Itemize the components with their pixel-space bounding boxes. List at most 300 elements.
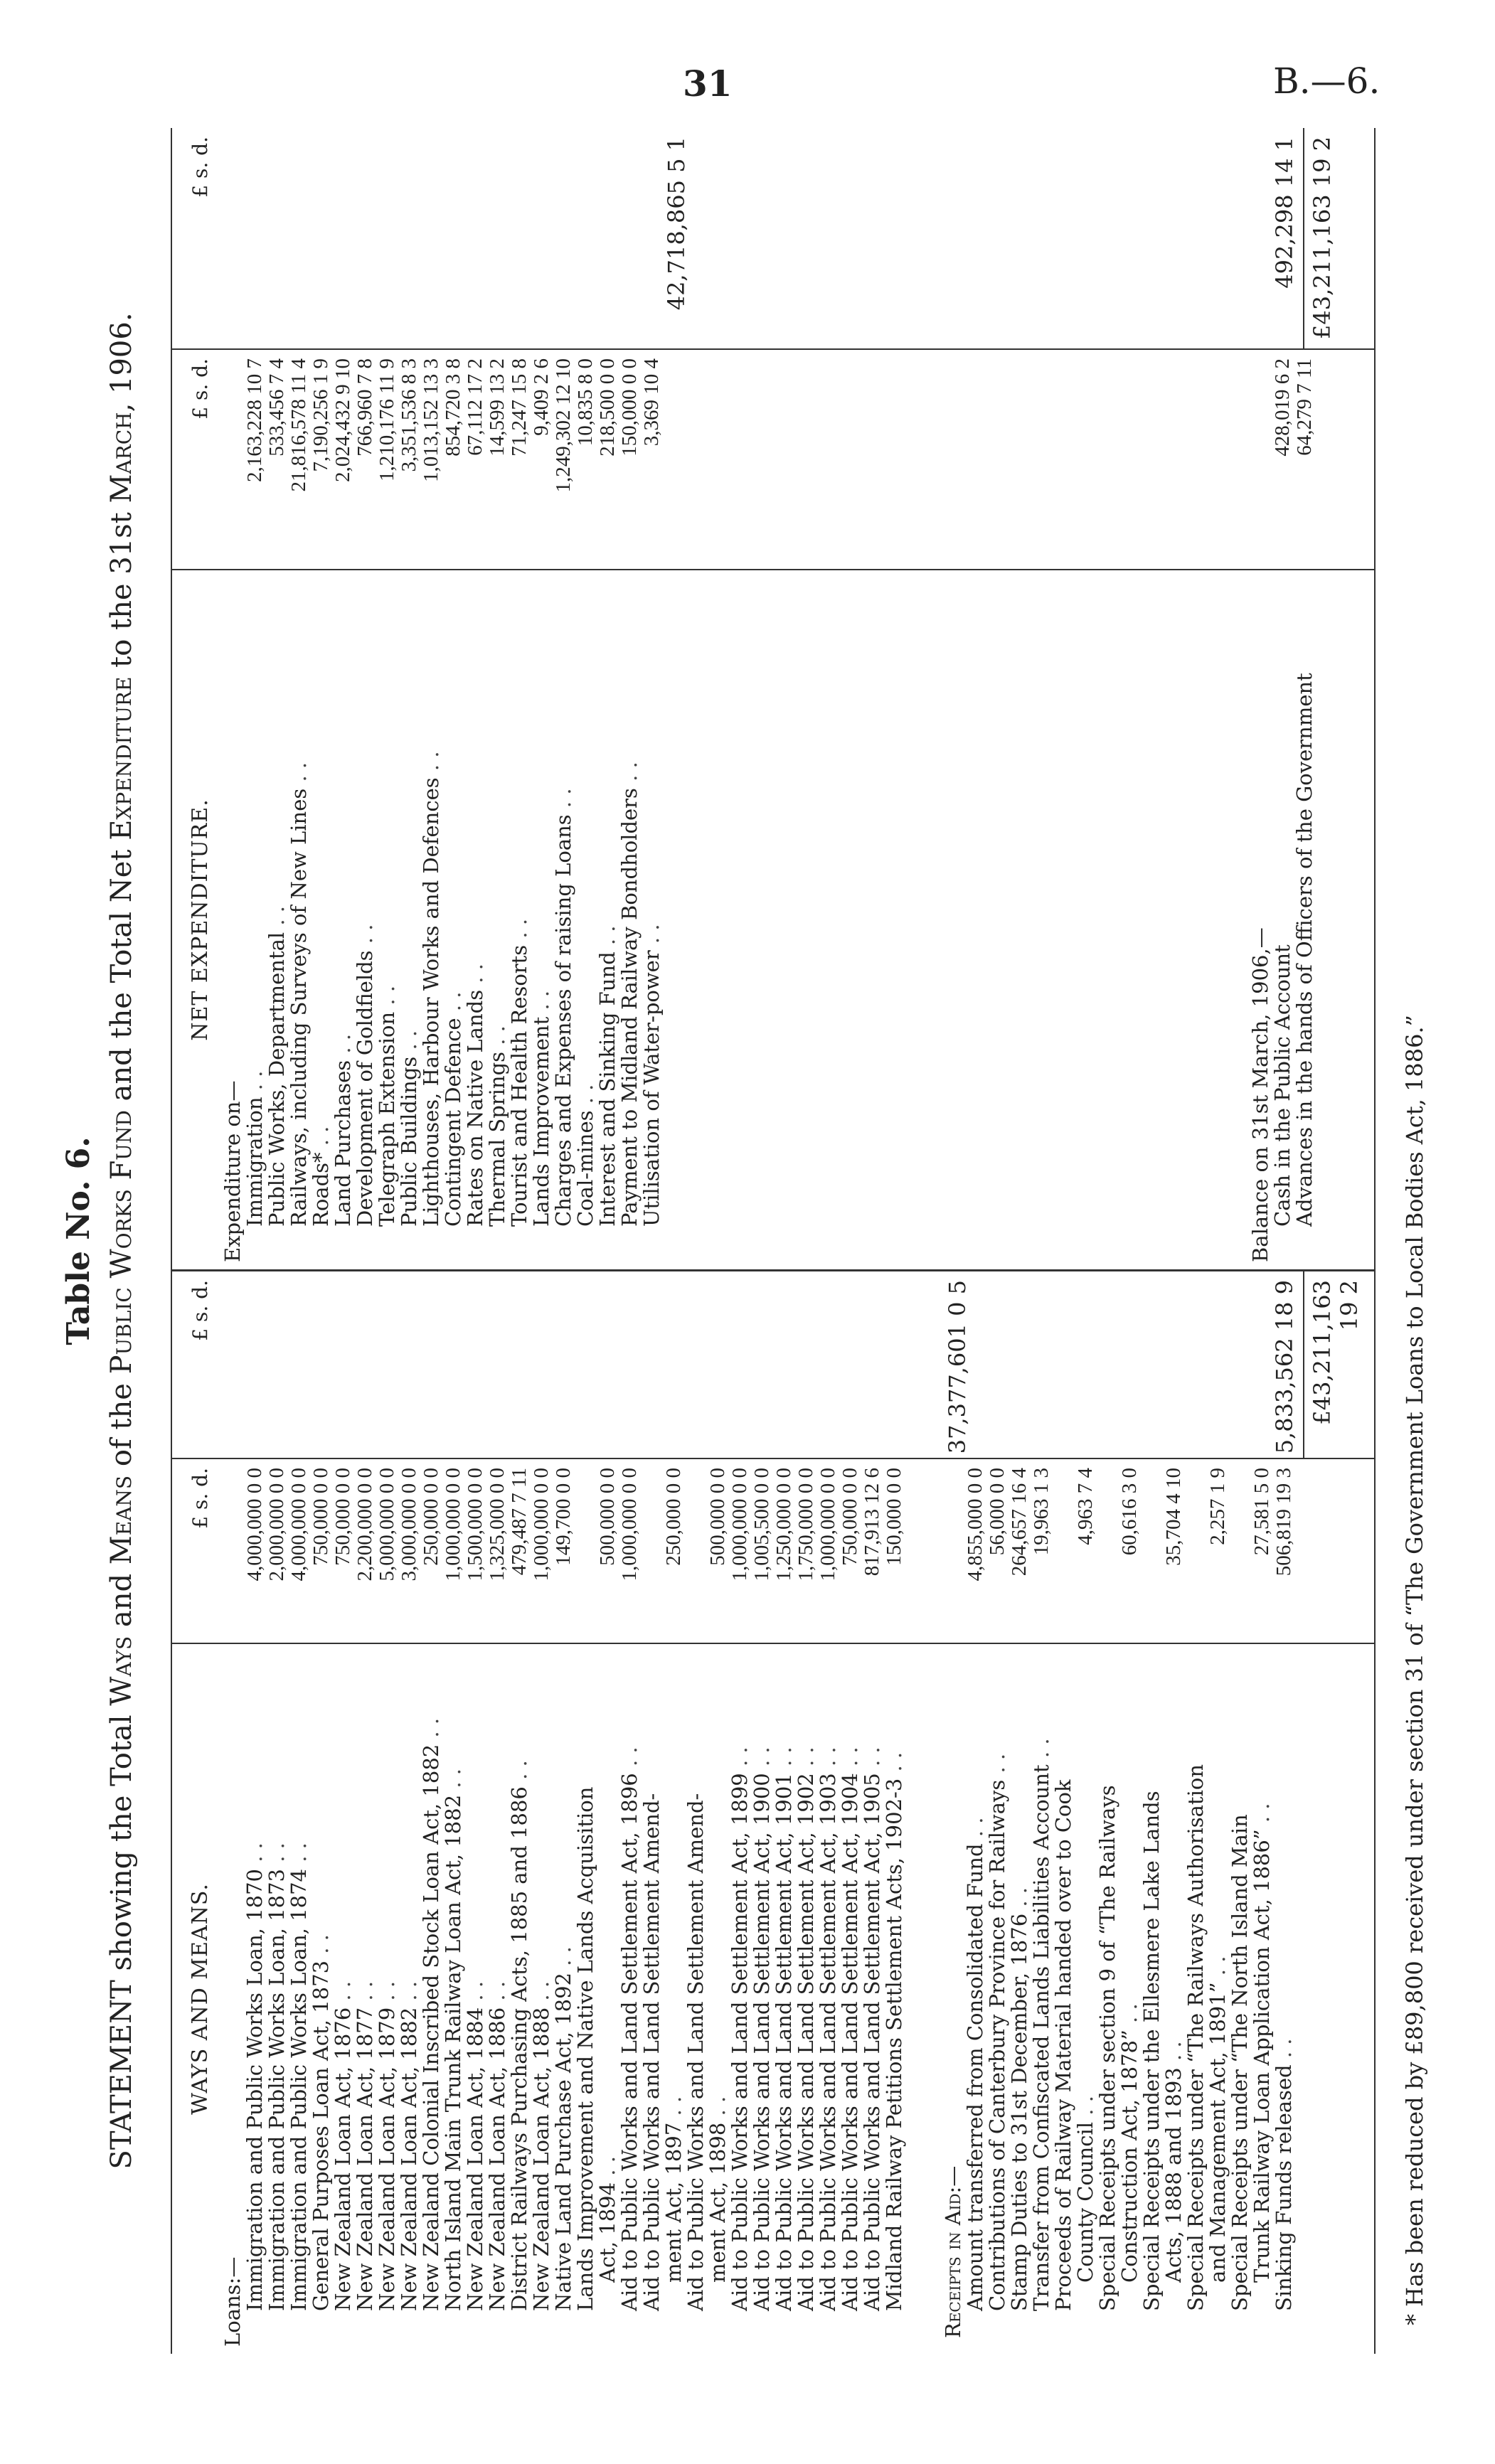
line-text: Aid to Public Works and Land Settlement Act, 1904 xyxy=(838,1773,862,2311)
leader-dots: . . xyxy=(661,2096,686,2123)
title-text: and the Total Net xyxy=(105,840,138,1111)
leader-dots: . . xyxy=(529,990,553,1017)
page-reference: B.—6. xyxy=(1273,60,1380,102)
line-text: Lands Improvement and Native Lands Acquisition xyxy=(573,1786,597,2311)
balance-labels xyxy=(1272,570,1316,1269)
line-amount: 250,000 0 0 xyxy=(662,1468,685,1566)
line-amount xyxy=(575,1459,597,1643)
line-amount: 750,000 0 0 xyxy=(309,1468,332,1566)
line-label xyxy=(486,570,509,1269)
receipt-labels xyxy=(964,1644,1295,2354)
line-text: New Zealand Loan Act, 1876 xyxy=(331,2007,355,2311)
leader-dots: . . xyxy=(1272,2038,1296,2065)
line-label xyxy=(553,570,575,1269)
line-label xyxy=(486,1644,509,2354)
line-label xyxy=(310,1644,332,2354)
line-amount: 35,704 4 10 xyxy=(1162,1468,1185,1566)
line-amount: 9,409 2 6 xyxy=(530,358,553,436)
expenditure-total: 42,718,865 5 1 xyxy=(663,137,690,311)
line-label xyxy=(1251,1644,1273,2354)
line-amount: 218,500 0 0 xyxy=(596,358,619,457)
leader-dots: . . xyxy=(595,925,619,952)
line-text: Special Receipts under “The Railways Authorisation xyxy=(1183,1764,1208,2311)
line-amount: 1,750,000 0 0 xyxy=(794,1468,817,1582)
line-amount: 1,500,000 0 0 xyxy=(464,1468,486,1582)
line-label xyxy=(861,1644,883,2354)
line-label xyxy=(663,1644,685,2354)
loans-total: 37,377,601 0 5 xyxy=(944,1280,971,1454)
statement-table xyxy=(171,128,1376,2354)
currency-heading: £ s. d. xyxy=(188,1280,212,1341)
ways-means-amounts xyxy=(172,1458,1374,1643)
line-amount xyxy=(1053,1459,1075,1643)
line-text: Aid to Public Works and Land Settlement Act, 1902 xyxy=(794,1773,818,2311)
line-amount: 1,000,000 0 0 xyxy=(442,1468,464,1582)
title-text: March xyxy=(105,412,138,503)
line-amount: 3,000,000 0 0 xyxy=(398,1468,420,1582)
line-text: County Council xyxy=(1073,2121,1097,2283)
leader-dots: . . xyxy=(816,1746,840,1774)
leader-dots: . . xyxy=(617,1746,642,1774)
leader-dots: . . xyxy=(706,2096,730,2123)
line-label xyxy=(883,1644,905,2354)
leader-dots: . . xyxy=(397,1030,421,1057)
line-amount: 2,200,000 0 0 xyxy=(353,1468,376,1582)
loan-amounts xyxy=(244,1459,905,1643)
line-amount: 533,456 7 4 xyxy=(265,358,288,457)
line-amount xyxy=(1097,1459,1119,1643)
leader-dots: . . xyxy=(1073,2096,1097,2122)
line-label xyxy=(773,1644,795,2354)
balance-amounts xyxy=(1272,350,1316,569)
line-text: Amount transferred from Consolidated Fund xyxy=(963,1843,987,2311)
line-amount: 1,000,000 0 0 xyxy=(530,1468,553,1582)
leader-dots: . . xyxy=(375,1980,399,2007)
table-number: Table No. 6. xyxy=(60,1136,97,1345)
line-amount: 250,000 0 0 xyxy=(420,1468,442,1566)
line-text: Aid to Public Works and Land Settlement Act, 1900 xyxy=(750,1773,774,2311)
line-text: New Zealand Loan Act, 1879 xyxy=(375,2007,399,2311)
leader-dots: . . xyxy=(529,1980,553,2007)
line-amount xyxy=(685,1459,707,1643)
line-label xyxy=(729,1644,751,2354)
line-amount: 71,247 15 8 xyxy=(508,358,531,457)
line-text: New Zealand Loan Act, 1886 xyxy=(485,2007,509,2311)
line-amount: 4,000,000 0 0 xyxy=(287,1468,310,1582)
line-text: Immigration and Public Works Loan, 1873 xyxy=(265,1869,289,2311)
leader-dots: . . xyxy=(309,1126,333,1153)
leader-dots: . . xyxy=(750,1746,774,1774)
line-label xyxy=(619,1644,641,2354)
spacer xyxy=(222,350,244,569)
leader-dots: . . xyxy=(287,1842,311,1869)
line-amount: 21,816,578 11 4 xyxy=(287,358,310,492)
rotated-table-page xyxy=(60,128,1428,2354)
leader-dots: . . xyxy=(963,1817,987,1844)
receipt-amounts xyxy=(964,1459,1295,1643)
line-text: District Railways Purchasing Acts, 1885 and 1886 xyxy=(507,1786,531,2311)
line-text: Sinking Funds released xyxy=(1272,2064,1296,2311)
line-text: Contributions of Canterbury Province for Railways xyxy=(985,1779,1009,2311)
leader-dots: . . xyxy=(265,905,289,932)
line-label xyxy=(597,1644,619,2354)
line-amount: 1,000,000 0 0 xyxy=(618,1468,641,1582)
currency-heading: £ s. d. xyxy=(188,358,212,420)
leader-dots: . . xyxy=(331,1033,355,1060)
line-label xyxy=(398,1644,420,2354)
line-label xyxy=(619,570,641,1269)
line-amount: 2,257 1 9 xyxy=(1206,1468,1229,1545)
line-amount xyxy=(1141,1459,1163,1643)
line-amount: 500,000 0 0 xyxy=(596,1468,619,1566)
leader-dots: . . xyxy=(1161,2041,1186,2068)
title-text: Public Works Fund xyxy=(105,1110,138,1375)
line-amount: 750,000 0 0 xyxy=(331,1468,354,1566)
leader-dots: . . xyxy=(882,1751,906,1778)
line-text: Proceeds of Railway Material handed over to Cook xyxy=(1051,1779,1075,2311)
line-label xyxy=(707,1644,729,2354)
leader-dots: . . xyxy=(243,1842,267,1869)
line-text: Payment to Midland Railway Bondholders xyxy=(617,788,642,1227)
line-text: Telegraph Extension xyxy=(375,1011,399,1227)
receipts-label: Receipts in Aid:— xyxy=(941,2165,965,2338)
line-label xyxy=(1273,1644,1295,2354)
line-text: Aid to Public Works and Land Settlement Act, 1896 xyxy=(617,1773,642,2311)
net-expenditure-amounts xyxy=(172,348,1374,569)
line-text: General Purposes Loan Act, 1873 xyxy=(309,1960,333,2311)
page-number: 31 xyxy=(683,63,733,105)
line-amount: 4,000,000 0 0 xyxy=(243,1468,266,1582)
line-text: New Zealand Loan Act, 1884 xyxy=(463,2007,487,2311)
title-text: Ways xyxy=(105,1636,138,1706)
line-label xyxy=(575,1644,597,2354)
spacer xyxy=(222,1459,244,1643)
expenditure-amounts xyxy=(244,350,663,569)
line-amount: 1,005,500 0 0 xyxy=(750,1468,773,1582)
leader-dots: . . xyxy=(1250,1803,1274,1830)
line-text: Aid to Public Works and Land Settlement Act, 1901 xyxy=(772,1773,796,2311)
leader-dots: . . xyxy=(507,918,531,945)
line-label xyxy=(1097,1644,1119,2354)
currency-heading: £ s. d. xyxy=(188,1468,212,1529)
line-label xyxy=(1141,1644,1163,2354)
spacer xyxy=(905,1644,942,2354)
line-label xyxy=(597,570,619,1269)
line-label xyxy=(288,1644,310,2354)
line-amount: 4,963 7 4 xyxy=(1074,1468,1097,1545)
expenditure-on-label: Expenditure on— xyxy=(220,1080,245,1262)
line-text: Coal-mines xyxy=(573,1110,597,1227)
line-text: Aid to Public Works and Land Settlement Amend- xyxy=(683,1793,708,2311)
line-text: Rates on Native Lands xyxy=(463,989,487,1227)
line-amount: 2,163,228 10 7 xyxy=(243,358,266,482)
net-expenditure-grand-total: £43,211,163 19 2 xyxy=(1303,128,1336,348)
line-label xyxy=(509,1644,531,2354)
line-label xyxy=(1229,1644,1251,2354)
line-label xyxy=(332,570,354,1269)
leader-dots: . . xyxy=(353,924,377,951)
line-text: Aid to Public Works and Land Settlement Act, 1905 xyxy=(860,1773,884,2311)
line-amount: 7,190,256 1 9 xyxy=(309,358,332,472)
ways-means-totals xyxy=(172,1269,1374,1458)
line-label xyxy=(420,570,442,1269)
ways-means-heading: WAYS AND MEANS. xyxy=(188,1883,213,2115)
line-amount: 1,250,000 0 0 xyxy=(772,1468,795,1582)
line-amount: 750,000 0 0 xyxy=(839,1468,861,1566)
leader-dots: . . xyxy=(639,924,664,951)
leader-dots: . . xyxy=(485,1025,509,1052)
line-amount: 2,000,000 0 0 xyxy=(265,1468,288,1582)
line-text: Transfer from Confiscated Lands Liabilities Account xyxy=(1029,1764,1053,2311)
balance-label: Balance on 31st March, 1906,— xyxy=(1248,927,1272,1262)
line-text: Special Receipts under “The North Island Main xyxy=(1228,1814,1252,2311)
loan-labels xyxy=(244,1644,905,2354)
title-text: Expenditure xyxy=(105,676,138,841)
line-amount: 854,720 3 8 xyxy=(442,358,464,457)
line-label xyxy=(1119,1644,1141,2354)
line-text: Acts, 1888 and 1893 xyxy=(1161,2067,1186,2283)
line-label xyxy=(1272,570,1294,1269)
line-amount: 14,599 13 2 xyxy=(486,358,509,457)
line-amount: 428,019 6 2 xyxy=(1271,358,1294,457)
line-label xyxy=(817,1644,839,2354)
line-label xyxy=(266,570,288,1269)
line-text: Aid to Public Works and Land Settlement Act, 1903 xyxy=(816,1773,840,2311)
line-text: Thermal Springs xyxy=(485,1051,509,1227)
line-amount xyxy=(1185,1459,1207,1643)
line-label xyxy=(354,1644,376,2354)
line-amount: 67,112 17 2 xyxy=(464,358,486,456)
line-amount: 264,657 16 4 xyxy=(1008,1468,1031,1577)
line-label xyxy=(531,570,553,1269)
line-amount: 766,960 7 8 xyxy=(353,358,376,457)
line-label xyxy=(332,1644,354,2354)
leader-dots: . . xyxy=(485,1980,509,2007)
line-text: Land Purchases xyxy=(331,1060,355,1227)
line-amount: 5,000,000 0 0 xyxy=(376,1468,398,1582)
line-amount: 1,000,000 0 0 xyxy=(728,1468,751,1582)
line-text: Act, 1894 xyxy=(595,2182,619,2283)
line-text: ment Act, 1898 xyxy=(706,2122,730,2283)
line-amount: 60,616 3 0 xyxy=(1118,1468,1141,1556)
line-label xyxy=(266,1644,288,2354)
line-label xyxy=(641,1644,663,2354)
ways-means-grand-total: £43,211,163 19 2 xyxy=(1303,1271,1363,1458)
currency-heading: £ s. d. xyxy=(188,137,212,198)
line-text: Public Works, Departmental xyxy=(265,932,289,1227)
leader-dots: . . xyxy=(397,1980,421,2007)
line-label xyxy=(509,570,531,1269)
line-amount: 817,913 12 6 xyxy=(861,1468,883,1577)
line-label xyxy=(398,570,420,1269)
line-text: Immigration xyxy=(243,1097,267,1227)
line-label xyxy=(464,1644,486,2354)
line-text: Utilisation of Water-power xyxy=(639,950,664,1227)
line-amount: 2,024,432 9 10 xyxy=(331,358,354,482)
line-label xyxy=(641,570,663,1269)
leader-dots: . . xyxy=(419,751,443,778)
line-text: North Island Main Trunk Railway Loan Act, 1882 xyxy=(441,1794,465,2311)
line-text: Contingent Defence xyxy=(441,1018,465,1227)
leader-dots: . . xyxy=(617,762,642,789)
line-amount: 1,210,176 11 9 xyxy=(376,358,398,481)
line-text: ment Act, 1897 xyxy=(661,2122,686,2283)
line-amount: 150,000 0 0 xyxy=(883,1468,905,1566)
line-amount: 149,700 0 0 xyxy=(552,1468,575,1566)
line-label xyxy=(1207,1644,1229,2354)
line-amount: 56,000 0 0 xyxy=(986,1468,1009,1556)
line-label xyxy=(1163,1644,1185,2354)
leader-dots: . . xyxy=(1029,1738,1053,1765)
line-label xyxy=(244,1644,266,2354)
line-label xyxy=(1009,1644,1031,2354)
line-label xyxy=(839,1644,861,2354)
net-expenditure-totals xyxy=(172,128,1374,348)
line-amount: 64,279 7 11 xyxy=(1293,358,1316,456)
loans-label: Loans:— xyxy=(220,2256,245,2347)
line-amount: 506,819 19 3 xyxy=(1272,1468,1295,1577)
leader-dots: . . xyxy=(287,762,311,789)
leader-dots: . . xyxy=(243,1070,267,1097)
line-text: Railways, including Surveys of New Lines xyxy=(287,788,311,1227)
leader-dots: . . xyxy=(794,1746,818,1774)
line-text: New Zealand Loan Act, 1888 xyxy=(529,2007,553,2311)
leader-dots: . . xyxy=(772,1746,796,1774)
line-text: New Zealand Loan Act, 1877 xyxy=(353,2007,377,2311)
line-label xyxy=(685,1644,707,2354)
line-label xyxy=(1053,1644,1075,2354)
leader-dots: . . xyxy=(551,1946,575,1973)
title-text: Means xyxy=(105,1475,138,1565)
line-label xyxy=(986,1644,1009,2354)
line-text: Stamp Duties to 31st December, 1876 xyxy=(1007,1913,1031,2311)
receipts-total: 5,833,562 18 9 xyxy=(1271,1280,1298,1454)
leader-dots: . . xyxy=(441,991,465,1018)
line-amount: 4,855,000 0 0 xyxy=(964,1468,986,1582)
line-amount: 3,369 10 4 xyxy=(640,358,663,447)
line-label xyxy=(1075,1644,1097,2354)
leader-dots: . . xyxy=(419,1717,443,1744)
line-amount xyxy=(641,1459,663,1643)
ways-means-labels xyxy=(172,1643,1374,2354)
table-title xyxy=(105,128,138,2354)
line-text: Midland Railway Petitions Settlement Acts, 1902-3 xyxy=(882,1778,906,2311)
line-text: Lands Improvement xyxy=(529,1016,553,1227)
line-amount: 1,249,302 12 10 xyxy=(552,358,575,493)
line-text: Aid to Public Works and Land Settlement Amend- xyxy=(639,1793,664,2311)
line-text: Public Buildings xyxy=(397,1056,421,1227)
leader-dots: . . xyxy=(331,1980,355,2007)
line-text: Tourist and Health Resorts xyxy=(507,944,531,1227)
leader-dots: . . xyxy=(551,788,575,815)
line-amount: 10,835 8 0 xyxy=(574,358,597,447)
line-label xyxy=(1185,1644,1207,2354)
line-label xyxy=(553,1644,575,2354)
spacer xyxy=(905,1459,942,1643)
line-amount xyxy=(1229,1459,1251,1643)
line-text: Roads* xyxy=(309,1152,333,1227)
line-label xyxy=(376,570,398,1269)
line-text: Lighthouses, Harbour Works and Defences xyxy=(419,777,443,1227)
line-text: New Zealand Colonial Inscribed Stock Loan Act, 1882 xyxy=(419,1744,443,2311)
line-text: Development of Goldfields xyxy=(353,950,377,1227)
line-text: Native Land Purchase Act, 1892 xyxy=(551,1973,575,2311)
footnote: * Has been reduced by £89,800 received under section 31 of “The Government Loans to Local Bodies Act, 1886.” xyxy=(1401,1014,1428,2325)
line-label xyxy=(1031,1644,1053,2354)
leader-dots: . . xyxy=(309,1934,333,1961)
title-text: STATEMENT showing the Total xyxy=(105,1705,138,2170)
leader-dots: . . xyxy=(595,2156,619,2182)
leader-dots: . . xyxy=(441,1768,465,1795)
line-amount: 19,963 1 3 xyxy=(1030,1468,1053,1556)
line-amount: 500,000 0 0 xyxy=(706,1468,729,1566)
line-label xyxy=(420,1644,442,2354)
line-text: Charges and Expenses of raising Loans xyxy=(551,814,575,1227)
line-amount: 1,000,000 0 0 xyxy=(816,1468,839,1582)
expenditure-labels xyxy=(244,570,663,1269)
leader-dots: . . xyxy=(573,1084,597,1111)
net-expenditure-labels xyxy=(172,569,1374,1269)
line-text: Interest and Sinking Fund xyxy=(595,951,619,1227)
leader-dots: . . xyxy=(463,964,487,990)
line-amount: 27,581 5 0 xyxy=(1250,1468,1273,1556)
leader-dots: . . xyxy=(1206,1956,1230,1983)
line-label xyxy=(531,1644,553,2354)
line-label xyxy=(288,570,310,1269)
line-label xyxy=(964,1644,986,2354)
line-label xyxy=(244,570,266,1269)
line-text: Construction Act, 1878” xyxy=(1117,2030,1142,2283)
leader-dots: . . xyxy=(728,1746,752,1774)
spacer xyxy=(942,1459,964,1643)
line-label xyxy=(575,570,597,1269)
leader-dots: . . xyxy=(1117,2003,1142,2030)
line-label xyxy=(442,570,464,1269)
leader-dots: . . xyxy=(375,985,399,1012)
line-text: Cash in the Public Account xyxy=(1270,944,1294,1227)
line-text: and Management Act, 1891” xyxy=(1206,1982,1230,2283)
line-amount: 479,487 7 11 xyxy=(508,1468,531,1576)
leader-dots: . . xyxy=(860,1746,884,1774)
balance-total: 492,298 14 1 xyxy=(1271,137,1298,289)
line-label xyxy=(795,1644,817,2354)
line-text: Special Receipts under section 9 of “The Railways xyxy=(1095,1785,1119,2311)
line-text: Immigration and Public Works Loan, 1874 xyxy=(287,1869,311,2311)
line-text: Advances in the hands of Officers of the Government xyxy=(1292,673,1316,1227)
leader-dots: . . xyxy=(985,1753,1009,1780)
line-text: Special Receipts under the Ellesmere Lake Lands xyxy=(1139,1791,1164,2311)
line-label xyxy=(464,570,486,1269)
line-text: Aid to Public Works and Land Settlement Act, 1899 xyxy=(728,1773,752,2311)
line-amount: 150,000 0 0 xyxy=(618,358,641,457)
line-label xyxy=(751,1644,773,2354)
line-label xyxy=(376,1644,398,2354)
leader-dots: . . xyxy=(838,1746,862,1774)
line-text: New Zealand Loan Act, 1882 xyxy=(397,2007,421,2311)
line-text: Trunk Railway Loan Application Act, 1886” xyxy=(1250,1829,1274,2283)
title-text: , 1906. xyxy=(105,312,138,412)
line-label xyxy=(354,570,376,1269)
line-label xyxy=(1294,570,1316,1269)
title-text: of the xyxy=(105,1374,138,1476)
line-label xyxy=(310,570,332,1269)
line-text: Immigration and Public Works Loan, 1870 xyxy=(243,1869,267,2311)
line-amount: 1,325,000 0 0 xyxy=(486,1468,509,1582)
leader-dots: . . xyxy=(353,1980,377,2007)
leader-dots: . . xyxy=(507,1760,531,1787)
line-amount: 3,351,536 8 3 xyxy=(398,358,420,472)
leader-dots: . . xyxy=(463,1980,487,2007)
